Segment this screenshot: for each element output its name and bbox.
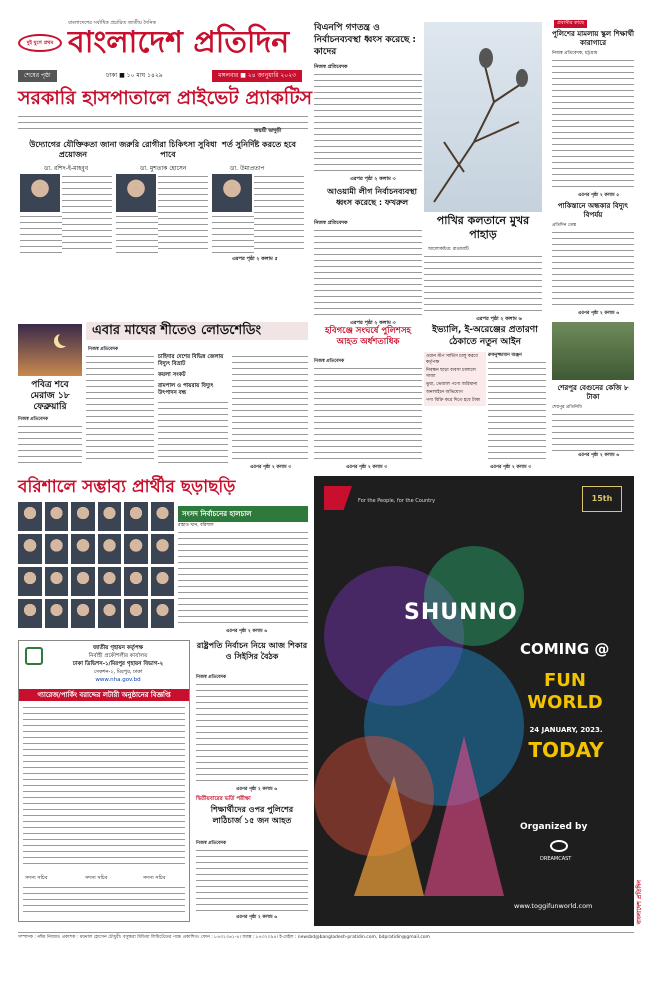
candidate-photo bbox=[98, 567, 122, 596]
candidate-photo bbox=[124, 502, 148, 531]
ecom-bullet: নিবন্ধন ছাড়া ব্যবসা চালালে সাজা bbox=[426, 368, 476, 379]
ecom-bullets bbox=[424, 352, 486, 406]
bird-text bbox=[424, 254, 542, 316]
barishal-tag: সংসদ নির্বাচনের হালচাল bbox=[178, 506, 308, 522]
ad-band: SHUNNO bbox=[404, 600, 518, 625]
lead-col3-photo bbox=[212, 174, 252, 212]
candidate-photo bbox=[45, 599, 69, 628]
candidate-photo bbox=[71, 534, 95, 563]
candidate-photo bbox=[18, 502, 42, 531]
load-text-b bbox=[158, 400, 228, 464]
right-story1-byline: নিজস্ব প্রতিবেদক, চট্টগ্রাম bbox=[552, 51, 598, 56]
candidate-photo bbox=[45, 567, 69, 596]
dateline-bar bbox=[18, 70, 302, 82]
candidate-photo bbox=[151, 567, 175, 596]
load-bullet: কয়লা সংকট bbox=[158, 372, 186, 378]
ad-sponsor-name: DREAMCAST bbox=[540, 856, 572, 862]
lead-col3-byline: ডা. উমাপ্রতাপ bbox=[230, 165, 265, 172]
ad-today: TODAY bbox=[528, 738, 604, 762]
candidate-photo bbox=[98, 599, 122, 628]
ecom-bullet: পণ্য বিক্রি করে দিতে হবে টাকা bbox=[426, 398, 481, 403]
candidate-photo bbox=[98, 534, 122, 563]
masthead-tagline: দুই যুগে প্রথম bbox=[18, 34, 62, 52]
right-story2-byline: প্রতিদিন ডেস্ক bbox=[552, 223, 577, 228]
nha-sign-details bbox=[23, 885, 185, 917]
footer-imprint: সম্পাদক : নঈম নিজাম। প্রকাশক : ময়নাল হোসেন চৌধুরী। বসুন্ধরা মিডিয়া লিমিটেডের পক্ষে প্রকাশিত। ফোন : ৮৪৩২৩৬১-৪। ফ্যাক্স : ৮৪৩২০৯৪। ই-মেইল : newsbd@bangladesh-pratidin.com, bdpratidin@gmail.com bbox=[18, 932, 634, 941]
ad-date: 24 JANUARY, 2023. bbox=[529, 726, 603, 734]
ecom-headline: ইভ্যালি, ই-অরেঞ্জের প্রতারণা ঠেকাতে নতুন আইন bbox=[432, 325, 538, 347]
bnp-cont: এরপর পৃষ্ঠা ২ কলাম ৩ bbox=[350, 176, 396, 182]
habiganj-byline: নিজস্ব প্রতিবেদক bbox=[314, 359, 345, 364]
ad-venue: FUN WORLD bbox=[527, 670, 603, 713]
lead-headline: সরকারি হাসপাতালে প্রাইভেট প্র্যাকটিস bbox=[18, 87, 313, 109]
lead-col3-text bbox=[254, 174, 304, 254]
nha-logo bbox=[25, 647, 43, 665]
ad-sponsor: Organized by bbox=[520, 822, 588, 832]
meraj-photo bbox=[18, 324, 82, 376]
bird-photo bbox=[424, 22, 542, 212]
lead-col2-text-b bbox=[116, 214, 158, 254]
candidate-photo bbox=[45, 534, 69, 563]
ecom-byline: রুকনুজ্জামান অঞ্জন bbox=[488, 353, 522, 358]
nha-office: নির্বাহী প্রকৌশলীর কার্যালয় bbox=[88, 653, 148, 659]
right-photo-text bbox=[552, 412, 634, 452]
meraj-headline: পবিত্র শবে মেরাজ ১৮ ফেব্রুয়ারি bbox=[30, 380, 70, 412]
al-headline: আওয়ামী লীগ নির্বাচনব্যবস্থা ধ্বংস করেছে : ফখরুল bbox=[327, 187, 417, 207]
nha-url[interactable]: www.nha.gov.bd bbox=[95, 677, 141, 683]
weekday-date: মঙ্গলবার ■ ২৪ জানুয়ারি ২০২৩ bbox=[212, 70, 302, 82]
nha-sign-2: সদস্য সচিব bbox=[85, 875, 108, 881]
bnp-text bbox=[314, 72, 422, 176]
ad-badge: 15th bbox=[582, 486, 622, 512]
president-cont: এরপর পৃষ্ঠা ২ কলাম ৬ bbox=[236, 787, 278, 792]
load-bullet: রামপাল ও পায়রায় বিদ্যুৎ উৎপাদন বন্ধ bbox=[158, 383, 214, 396]
candidate-photo bbox=[71, 567, 95, 596]
nha-sign-3: সদস্য সচিব bbox=[143, 875, 166, 881]
teachers-headline: শিক্ষার্থীদের ওপর পুলিশের লাঠিচার্জ ১৫ জন আহত bbox=[210, 805, 294, 825]
masthead-title: বাংলাদেশ প্রতিদিন bbox=[68, 25, 290, 60]
load-byline: নিজস্ব প্রতিবেদক bbox=[88, 347, 119, 352]
load-text-a bbox=[86, 354, 154, 464]
barishal-photo-grid bbox=[18, 502, 174, 628]
load-bullets bbox=[158, 354, 228, 397]
bnp-byline: নিজস্ব প্রতিবেদক bbox=[314, 64, 348, 70]
ecom-bullet: ওয়ান স্টপ সার্ভিস চালু করবে কর্তৃপক্ষ bbox=[426, 354, 478, 365]
right-story2-head: পাকিস্তানে অন্ধকার বিদ্যুৎ বিপর্যয় bbox=[557, 202, 629, 219]
side-mark: বাংলাদেশ প্রতিদিন bbox=[636, 880, 643, 925]
barishal-headline: বরিশালে সম্ভাব্য প্রার্থীর ছড়াছড়ি bbox=[18, 477, 236, 497]
crescent-icon bbox=[58, 332, 72, 346]
al-text bbox=[314, 228, 422, 320]
ad-slogan: For the People, for the Country bbox=[358, 498, 436, 504]
lead-col3-text-b bbox=[212, 214, 254, 254]
candidate-photo bbox=[18, 599, 42, 628]
ad-coming: COMING @ bbox=[520, 640, 610, 658]
nha-division: ঢাকা ডিভিশন-১/মিরপুর গৃহায়ন বিভাগ-২ bbox=[72, 661, 164, 667]
ecom-text bbox=[488, 360, 546, 464]
habiganj-cont: এরপর পৃষ্ঠা ২ কলাম ৩ bbox=[346, 465, 388, 470]
right-photo-byline: শেরপুর প্রতিনিধি bbox=[552, 405, 582, 410]
nha-address: সেকশন-২, মিরপুর, ঢাকা bbox=[93, 669, 143, 675]
teachers-text bbox=[196, 848, 308, 914]
president-byline: নিজস্ব প্রতিবেদক bbox=[196, 675, 227, 680]
masthead bbox=[18, 20, 298, 68]
right-story1-text bbox=[552, 58, 634, 192]
load-headline: এবার মাঘের শীতেও লোডশেডিং bbox=[86, 322, 308, 340]
candidate-photo bbox=[151, 534, 175, 563]
nha-sign-1: সদস্য সচিব bbox=[25, 875, 48, 881]
right-story2-text bbox=[552, 230, 634, 310]
ecom-bullet: অনলাইনে অভিযোগ bbox=[426, 390, 463, 395]
lead-col2-text bbox=[158, 174, 208, 254]
barishal-cont: এরপর পৃষ্ঠা ২ কলাম ৬ bbox=[226, 629, 268, 634]
candidate-photo bbox=[124, 599, 148, 628]
teachers-kicker: দ্বিতীয়বারের ভর্তি পরীক্ষা bbox=[196, 796, 251, 802]
teachers-byline: নিজস্ব প্রতিবেদক bbox=[196, 841, 227, 846]
bird-cont: এরপর পৃষ্ঠা ২ কলাম ৬ bbox=[476, 316, 522, 322]
candidate-photo bbox=[151, 502, 175, 531]
bird-headline: পাখির কলতানে মুখর পাহাড় bbox=[436, 214, 530, 241]
right-story2-cont: এরপর পৃষ্ঠা ২ কলাম ৬ bbox=[578, 311, 620, 316]
nha-org: জাতীয় গৃহায়ন কর্তৃপক্ষ bbox=[92, 645, 144, 651]
candidate-photo bbox=[18, 567, 42, 596]
lead-col2-head: জরুরি রোগীরা চিকিৎসা সুবিধা পাবে bbox=[119, 140, 217, 159]
candidate-photo bbox=[45, 502, 69, 531]
masthead-top-line: বাংলাদেশের সর্বাধিক প্রচারিত জাতীয় দৈনিক bbox=[68, 20, 156, 26]
lead-col2-photo bbox=[116, 174, 156, 212]
lead-col1-text bbox=[62, 174, 112, 254]
lead-col3-head: শর্ত সুনির্দিষ্ট করতে হবে bbox=[222, 140, 296, 149]
city-date: ঢাকা ■ ১০ মাঘ ১৪২৯ bbox=[106, 72, 163, 79]
president-text bbox=[196, 682, 308, 786]
lead-author: জয়শ্রী ভাদুড়ী bbox=[254, 128, 282, 134]
bird-caption: আলোকচিত্র: রাঙামাটি bbox=[428, 247, 469, 252]
ecom-bullet: ভুয়া, ভেজাল পণ্যে জরিমানা bbox=[426, 382, 478, 387]
lead-col2-byline: ডা. মুশতাক হোসেন bbox=[140, 165, 187, 172]
lead-col1-text-b bbox=[20, 214, 62, 254]
page-label: শেষের পৃষ্ঠা bbox=[18, 70, 57, 82]
bird-branch-svg bbox=[424, 22, 542, 212]
habiganj-text bbox=[314, 366, 422, 464]
ad-sponsor-logo-icon bbox=[550, 840, 568, 852]
ecom-cont: এরপর পৃষ্ঠা ২ কলাম ৩ bbox=[490, 465, 532, 470]
candidate-photo bbox=[71, 502, 95, 531]
lead-col1-photo bbox=[20, 174, 60, 212]
al-byline: নিজস্ব প্রতিবেদক bbox=[314, 220, 348, 226]
right-story1-head: পুলিশের মামলায় স্কুল শিক্ষার্থী কারাগারে bbox=[552, 30, 634, 47]
right-photo-caption: শেরপুর বেগুনের কেজি ৮ টাকা bbox=[557, 384, 629, 401]
meraj-byline: নিজস্ব প্রতিবেদক bbox=[18, 417, 49, 422]
load-cont: এরপর পৃষ্ঠা ২ কলাম ৩ bbox=[250, 465, 292, 470]
barishal-byline: রাহাত খান, বরিশাল bbox=[178, 523, 214, 528]
nha-notice bbox=[18, 640, 190, 922]
right-tag: প্রবাসীর কাছে bbox=[554, 20, 587, 28]
right-story1-cont: এরপর পৃষ্ঠা ২ কলাম ৫ bbox=[578, 193, 620, 198]
habiganj-headline: হবিগঞ্জে সংঘর্ষে পুলিশসহ আহত অর্ধশতাধিক bbox=[324, 326, 412, 347]
load-bullet: চাহিদার দেশের বিভিন্ন জেলায় বিদ্যুৎ বিভ্রাট bbox=[158, 354, 224, 367]
candidate-photo bbox=[124, 567, 148, 596]
load-text-c bbox=[232, 354, 308, 464]
lead-col1-byline: ডা. রশিদ-ই-মাহবুব bbox=[44, 165, 89, 172]
president-headline: রাষ্ট্রপতি নির্বাচন নিয়ে আজ শিকার ও সিইসির বৈঠক bbox=[196, 641, 308, 661]
nha-title: গ্যারেজ/পার্কিং বরাদ্দের লটারী অনুষ্ঠানের বিজ্ঞপ্তি bbox=[19, 689, 189, 701]
candidate-photo bbox=[18, 534, 42, 563]
lead-cont: এরপর পৃষ্ঠা ২ কলাম ৫ bbox=[232, 256, 278, 262]
concert-ad[interactable] bbox=[314, 476, 634, 926]
bnp-headline: বিএনপি গণতন্ত্র ও নির্বাচনব্যবস্থা ধ্বংস করেছে : কাদের bbox=[314, 23, 417, 57]
ad-url[interactable]: www.toggifunworld.com bbox=[514, 902, 593, 910]
candidate-photo bbox=[151, 599, 175, 628]
al-cont: এরপর পৃষ্ঠা ২ কলাম ৩ bbox=[350, 320, 396, 326]
lead-col1-head: উদ্যোগের যৌক্তিকতা জানা প্রয়োজন bbox=[29, 140, 117, 159]
right-photo-cont: এরপর পৃষ্ঠা ২ কলাম ৬ bbox=[578, 453, 620, 458]
meraj-text bbox=[18, 424, 82, 466]
right-photo bbox=[552, 322, 634, 380]
teachers-cont: এরপর পৃষ্ঠা ২ কলাম ৬ bbox=[236, 915, 278, 920]
barishal-text bbox=[178, 530, 308, 628]
candidate-photo bbox=[71, 599, 95, 628]
candidate-photo bbox=[124, 534, 148, 563]
candidate-photo bbox=[98, 502, 122, 531]
nha-body bbox=[23, 705, 185, 865]
